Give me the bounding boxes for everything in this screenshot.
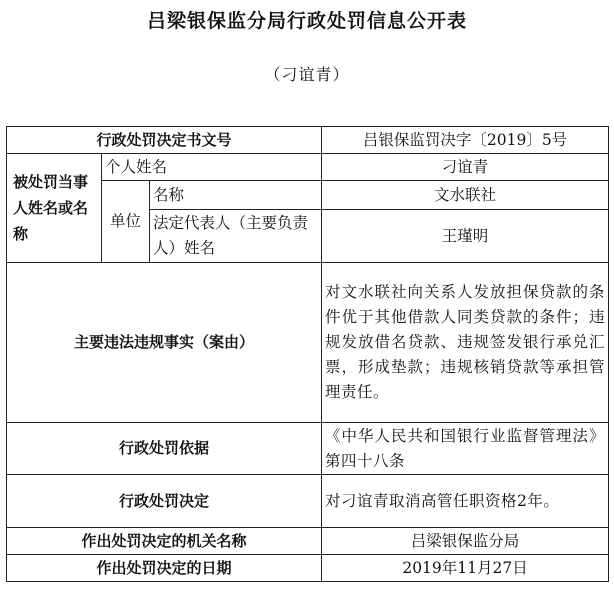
date-value: 2019年11月27日 — [322, 555, 609, 582]
row-authority — [7, 528, 609, 555]
unit-name-label: 名称 — [150, 181, 322, 210]
unit-name-value: 文水联社 — [322, 181, 609, 210]
penalty-info-table — [6, 126, 609, 582]
row-decision — [7, 475, 609, 528]
document-title: 吕梁银保监分局行政处罚信息公开表 — [146, 10, 467, 32]
row-date — [7, 555, 609, 582]
party-label: 被处罚当事人姓名或名称 — [7, 154, 102, 263]
date-label: 作出处罚决定的日期 — [7, 555, 322, 582]
document-subtitle: （刁谊青） — [264, 65, 350, 84]
authority-value: 吕梁银保监分局 — [322, 528, 609, 555]
decision-no-value: 吕银保监罚决字〔2019〕5号 — [322, 127, 609, 154]
legal-rep-value: 王瑾明 — [322, 210, 609, 263]
legal-rep-label: 法定代表人（主要负责人）姓名 — [150, 210, 322, 263]
basis-value: 《中华人民共和国银行业监督管理法》第四十八条 — [322, 423, 609, 475]
unit-label: 单位 — [102, 181, 150, 263]
row-individual — [7, 154, 609, 181]
individual-name-value: 刁谊青 — [322, 154, 609, 181]
decision-no-label: 行政处罚决定书文号 — [7, 127, 322, 154]
individual-name-label: 个人姓名 — [102, 154, 322, 181]
facts-value: 对文水联社向关系人发放担保贷款的条件优于其他借款人同类贷款的条件；违规发放借名贷款、违规签发银行承兑汇票，形成垫款；违规核销贷款等承担管理责任。 — [322, 263, 609, 423]
row-basis — [7, 423, 609, 475]
basis-label: 行政处罚依据 — [7, 423, 322, 475]
decision-value: 对刁谊青取消高管任职资格2年。 — [322, 475, 609, 528]
facts-label: 主要违法违规事实（案由） — [7, 263, 322, 423]
row-facts — [7, 263, 609, 423]
row-decision-no — [7, 127, 609, 154]
authority-label: 作出处罚决定的机关名称 — [7, 528, 322, 555]
decision-label: 行政处罚决定 — [7, 475, 322, 528]
